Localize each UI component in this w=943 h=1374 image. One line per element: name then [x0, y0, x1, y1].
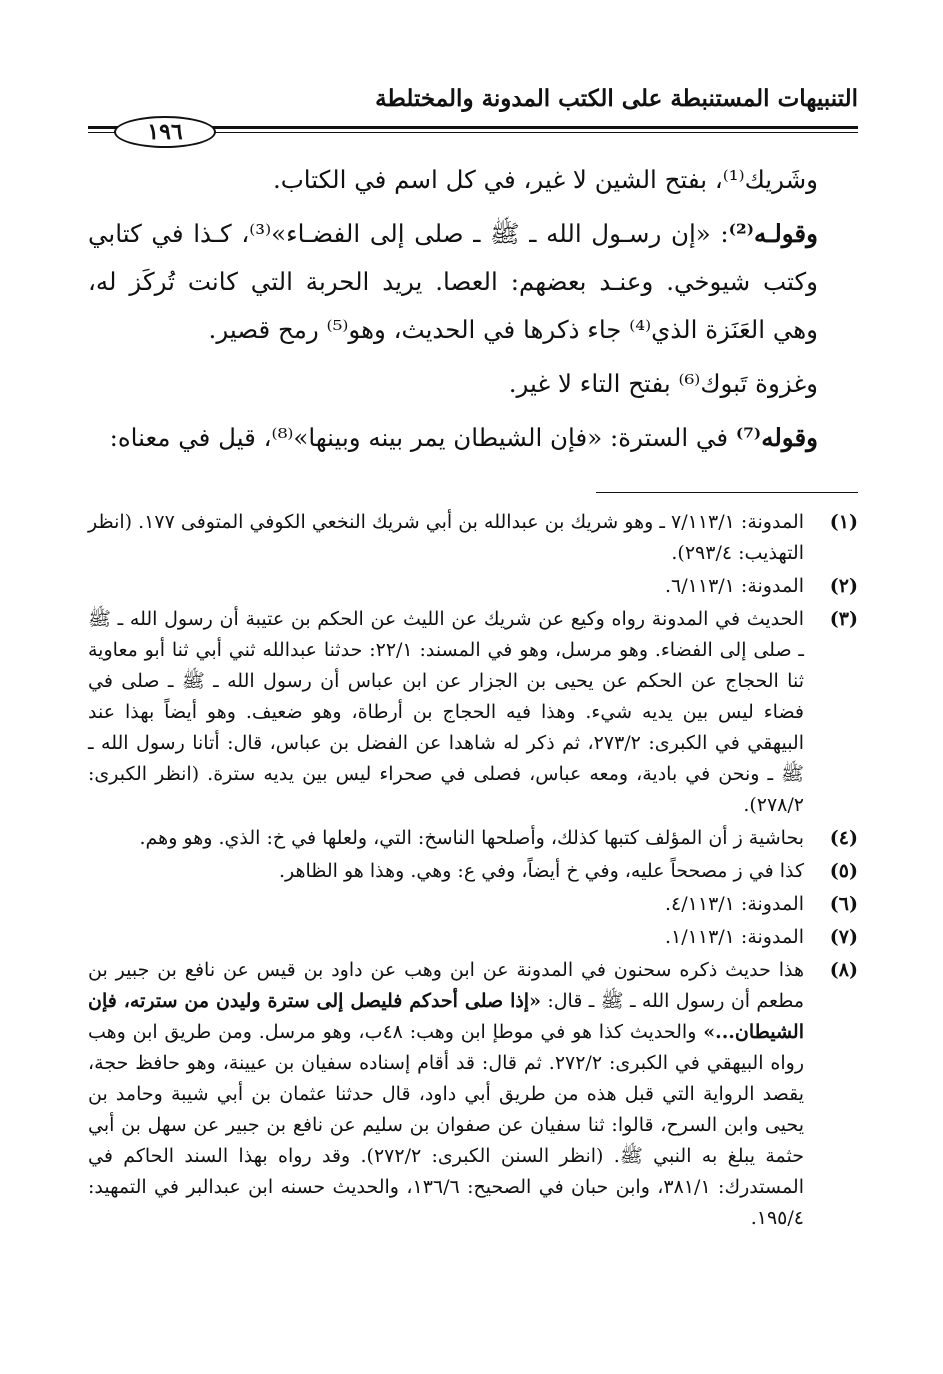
footnote-text: المدونة: ٦/١١٣/١. [665, 575, 804, 597]
footnote-number: (٣) [829, 608, 858, 630]
footnote-8-hadith: «إذا صلى أحدكم فليصل إلى سترة وليدن من سترته، فإن الشيطان...» [88, 990, 805, 1043]
paragraph-4-lead: وقوله⁽⁷⁾ [735, 423, 818, 452]
footnote-5 [88, 856, 858, 887]
paragraph-2-text: : «إن رسـول الله ـ ﷺ ـ صلى إلى الفضـاء»⁽³⁾، كـذا في كتابي وكتب شيوخي. وعنـد بعضهم: العصا. يريد الحربة التي كانت تُركَز له، وهي العَنَزة الذي⁽⁴⁾ جاء ذكرها في الحديث، وهو⁽⁵⁾ رمح قصير. [88, 219, 818, 344]
footnote-text: المدونة: ٧/١١٣/١ ـ وهو شريك بن عبدالله بن أبي شريك النخعي الكوفي المتوفى ١٧٧. (انظر التهذيب: ٢٩٣/٤). [88, 511, 804, 564]
footnote-7 [88, 922, 858, 953]
footnote-1 [88, 507, 858, 569]
footnote-text: بحاشية ز أن المؤلف كتبها كذلك، وأصلحها الناسخ: التي، ولعلها في خ: الذي. وهو وهم. [139, 827, 804, 849]
footnote-number: (٢) [829, 575, 858, 597]
footnote-2 [88, 571, 858, 602]
footnote-text: الحديث في المدونة رواه وكيع عن شريك عن الليث عن الحكم بن عتيبة أن رسول الله ـ ﷺ ـ صلى إلى الفضاء. وهو مرسل، وهو في المسند: ٢٢/١: حدثنا عبدالله ثني أبي ثنا أبو معاوية ثنا الحجاج عن الحكم عن يحيى بن الجزار عن ابن عباس أن رسول الله ـ ﷺ ـ صلى في فضاء ليس بين يديه شيء. وهذا فيه الحجاج بن أرطاة، وهو ضعيف. وهو أيضاً بهذا عند البيهقي في الكبرى: ٢٧٣/٢، ثم ذكر له شاهدا عن الفضل بن عباس، قال: أتانا رسول الله ـ ﷺ ـ ونحن في بادية، ومعه عباس، فصلى في صحراء ليس بين يديه سترة. (انظر الكبرى: ٢٧٨/٢). [88, 608, 805, 816]
page-number: ١٩٦ [114, 116, 216, 148]
footnote-text: كذا في ز مصححاً عليه، وفي خ أيضاً، وفي ع: وهي. وهذا هو الظاهر. [278, 860, 804, 882]
footnote-text: المدونة: ٤/١١٣/١. [665, 893, 804, 915]
footnote-number: (٧) [829, 926, 858, 948]
footnote-number: (٥) [829, 860, 858, 882]
footnote-6 [88, 889, 858, 920]
header-rule [88, 116, 858, 146]
footnote-8 [88, 955, 858, 1234]
footnote-number: (٦) [829, 893, 858, 915]
running-header-title: التنبيهات المستنبطة على الكتب المدونة والمختلطة [375, 85, 858, 112]
footnote-text [88, 955, 804, 1234]
footnote-3 [88, 604, 858, 821]
page [88, 84, 858, 1236]
footnote-number: (٨) [829, 959, 858, 981]
paragraph-1: وشَريك⁽¹⁾، بفتح الشين لا غير، في كل اسم في الكتاب. [272, 165, 818, 194]
footnote-number: (١) [829, 511, 858, 533]
paragraph-2 [88, 210, 858, 354]
footnote-4 [88, 823, 858, 854]
footnote-8-part-2: والحديث كذا هو في موطإ ابن وهب: ٤٨ب، وهو مرسل. ومن طريق ابن وهب رواه البيهقي في الكبرى: ٢٧٢/٢. ثم قال: قد أقام إسناده سفيان بن عيينة، وهو حافظ حجة، يقصد الرواية التي قبل هذه من طريق أبي داود، قال حدثنا عثمان بن أبي شيبة وحامد بن يحيى وابن السرح، قالوا: ثنا سفيان عن صفوان بن سليم عن نافع بن جبير عن سهل بن أبي حثمة يبلغ به النبي ﷺ. (انظر السنن الكبرى: ٢٧٢/٢). وقد رواه بهذا السند الحاكم في المستدرك: ٣٨١/١، وابن حبان في الصحيح: ١٣٦/٦، والحديث حسنه ابن عبدالبر في التمهيد: ١٩٥/٤. [88, 1021, 804, 1229]
main-text [88, 156, 858, 462]
footnote-8-part-1: هذا حديث ذكره سحنون في المدونة عن ابن وهب عن داود بن قيس عن نافع بن جبير بن مطعم أن رسول الله ـ ﷺ ـ قال: [88, 959, 804, 1012]
footnote-number: (٤) [829, 827, 858, 849]
footnote-text: المدونة: ١/١١٣/١. [665, 926, 804, 948]
paragraph-3: وغزوة تَبوك⁽⁶⁾ بفتح التاء لا غير. [508, 369, 818, 398]
paragraph-4 [88, 414, 858, 462]
paragraph-2-lead: وقولـه⁽²⁾ [728, 219, 818, 248]
paragraph-4-text: في السترة: «فإن الشيطان يمر بينه وبينها»⁽⁸⁾، قيل في معناه: [109, 423, 736, 452]
footnote-separator [596, 492, 858, 493]
footnotes [88, 507, 858, 1234]
